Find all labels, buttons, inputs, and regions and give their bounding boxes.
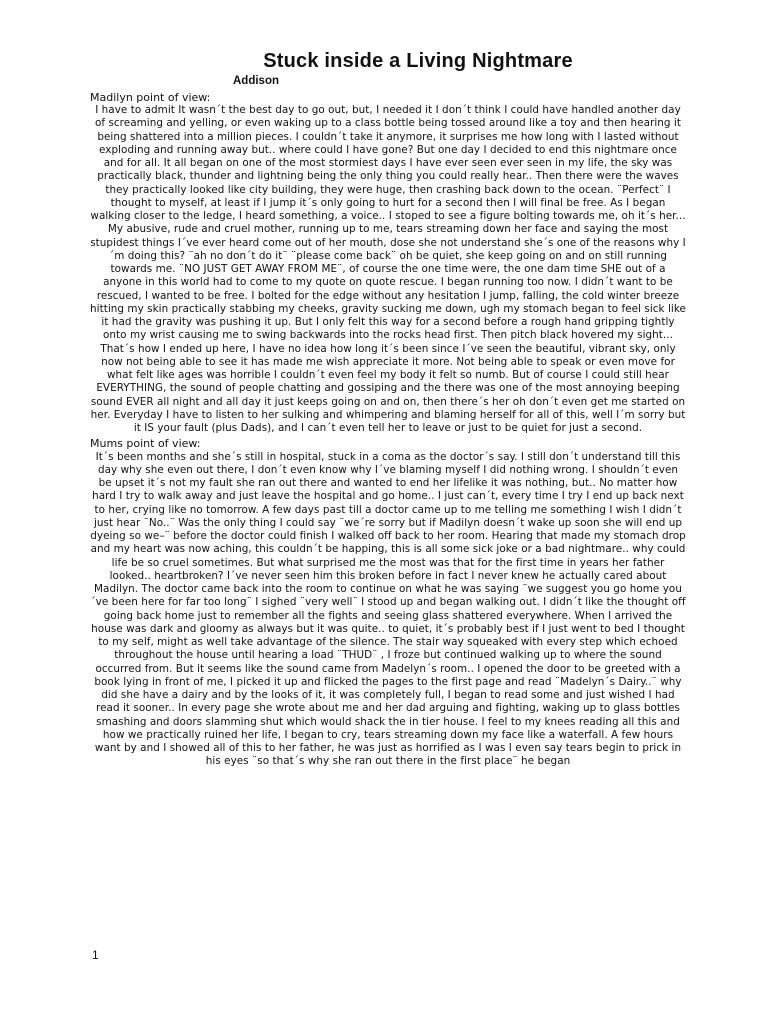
document-title: Stuck inside a Living Nightmare bbox=[263, 50, 573, 72]
section-heading-madilyn: Madilyn point of view: bbox=[90, 91, 211, 104]
document-author: Addison bbox=[233, 75, 279, 87]
section-heading-mum: Mums point of view: bbox=[90, 437, 201, 451]
page-number: 1 bbox=[92, 948, 99, 962]
section-text-madilyn: I have to admit It wasn´t the best day to go out, but, I needed it I don´t think I could have handled another day of screaming and yelling, or even waking up to a class bottle being tossed around like a toy and then hearing it being shattered into a million pieces. I couldn´t take it anymore, it surprises me how long with I lasted without exploding and running away but.. where could I have gone? But one day I decided to end this nightmare once and for all. It all began on one of the most stormiest days I have ever seen ever seen in my life, the sky was practically black, thunder and lightning being the only thing you could really hear.. Then there were the waves they practically looked like city building, they were huge, then crashing back down to the ocean. ¨Perfect¨ I thought to myself, at least if I jump it´s only going to hurt for a second then I will final be free. As I began walking closer to the ledge, I heard something, a voice.. I stoped to see a figure bolting towards me, oh it´s her... My abusive, rude and cruel mother, running up to me, tears streaming down her face and saying the most stupidest things I´ve ever heard come out of her mouth, dose she not understand she´s one of the reasons why I´m doing this? ¨ah no don´t do it¨ ¨please come back¨ oh be quiet, she keep going on and on still running towards me. ¨NO JUST GET AWAY FROM ME¨, of course the one time were, the one dam time SHE out of a anyone in this world had to come to my quote on quote rescue. I began running too now. I didn´t want to be rescued, I wanted to be free. I bolted for the edge without any hesitation I jump, falling, the cold winter breeze hitting my skin practically stabbing my cheeks, gravity sucking me down, ugh my stomach began to feel sick like it had the gravity was pushing it up. But I only felt this way for a second before a rough hand gripping tightly onto my wrist causing me to swing backwards into the rocks head first. Then pitch black hovered my sight... That´s how I ended up here, I have no idea how long it´s been since I´ve seen the beautiful, vibrant sky, only now not being able to see it has made me wish appreciate it more. Not being able to speak or even move for what felt like ages was horrible I couldn´t even feel my body it felt so numb. But of course I could still hear EVERYTHING, the sound of people chatting and gossiping and the there was one of the most annoying beeping sound EVER all night and all day it just keeps going on and on, then there´s her oh don´t even get me started on her. Everyday I have to listen to her sulking and whimpering and blaming herself for all of this, well I´m sorry but it IS your fault (plus Dads), and I can´t even tell her to leave or just to be quiet for just a second. bbox=[90, 104, 686, 435]
document-page bbox=[90, 48, 686, 769]
section-text-mum: It´s been months and she´s still in hospital, stuck in a coma as the doctor´s say. I still don´t understand till this day why she even out there, I don´t even know why I´ve blaming myself I did nothing wrong. I shouldn´t even be upset it´s not my fault she ran out there and wanted to end her lifelike it was nothing, but.. No matter how hard I try to walk away and just leave the hospital and go home.. I just can´t, every time I try I end up back next to her, crying like no tomorrow. A few days past till a doctor came up to me telling me something I wish I didn´t just hear ¨No..¨ Was the only thing I could say ¨we´re sorry but if Madilyn doesn´t wake up soon she will end up dyeing so we–¨ before the doctor could finish I walked off back to her room. Hearing that made my stomach drop and my heart was now aching, this couldn´t be happing, this is all some sick joke or a bad nightmare.. why could life be so cruel sometimes. But what surprised me the most was that for the first time in years her father looked.. heartbroken? I´ve never seen him this broken before in fact I never knew he actually cared about Madilyn. The doctor came back into the room to continue on what he was saying ¨we suggest you go home you´ve been here for far too long¨ I sighed ¨very well¨ I stood up and began walking out. I didn´t like the thought off going back home just to remember all the fights and seeing glass shattered everywhere. When I arrived the house was dark and gloomy as always but it was quite.. to quiet, it´s probably best if I just went to bed I thought to my self, might as well take advantage of the silence. The stair way squeaked with every step which echoed throughout the house until hearing a load ¨THUD¨ , I froze but continued walking up to where the sound occurred from. But it seems like the sound came from Madelyn´s room.. I opened the door to be greeted with a book lying in front of me, I picked it up and flicked the pages to the first page and read ¨Madelyn´s Dairy..¨ why did she have a dairy and by the looks of it, it was completely full, I began to read some and just wished I had read it sooner.. In every page she wrote about me and her dad arguing and fighting, waking up to glass bottles smashing and doors slamming shut which would shack the in tier house. I feel to my knees reading all this and how we practically ruined her life, I began to cry, tears streaming down my face like a waterfall. A few hours want by and I showed all of this to her father, he was just as horrified as I was I even say tears begin to prick in his eyes ¨so that´s why she ran out there in the first place¨ he began bbox=[90, 450, 686, 768]
